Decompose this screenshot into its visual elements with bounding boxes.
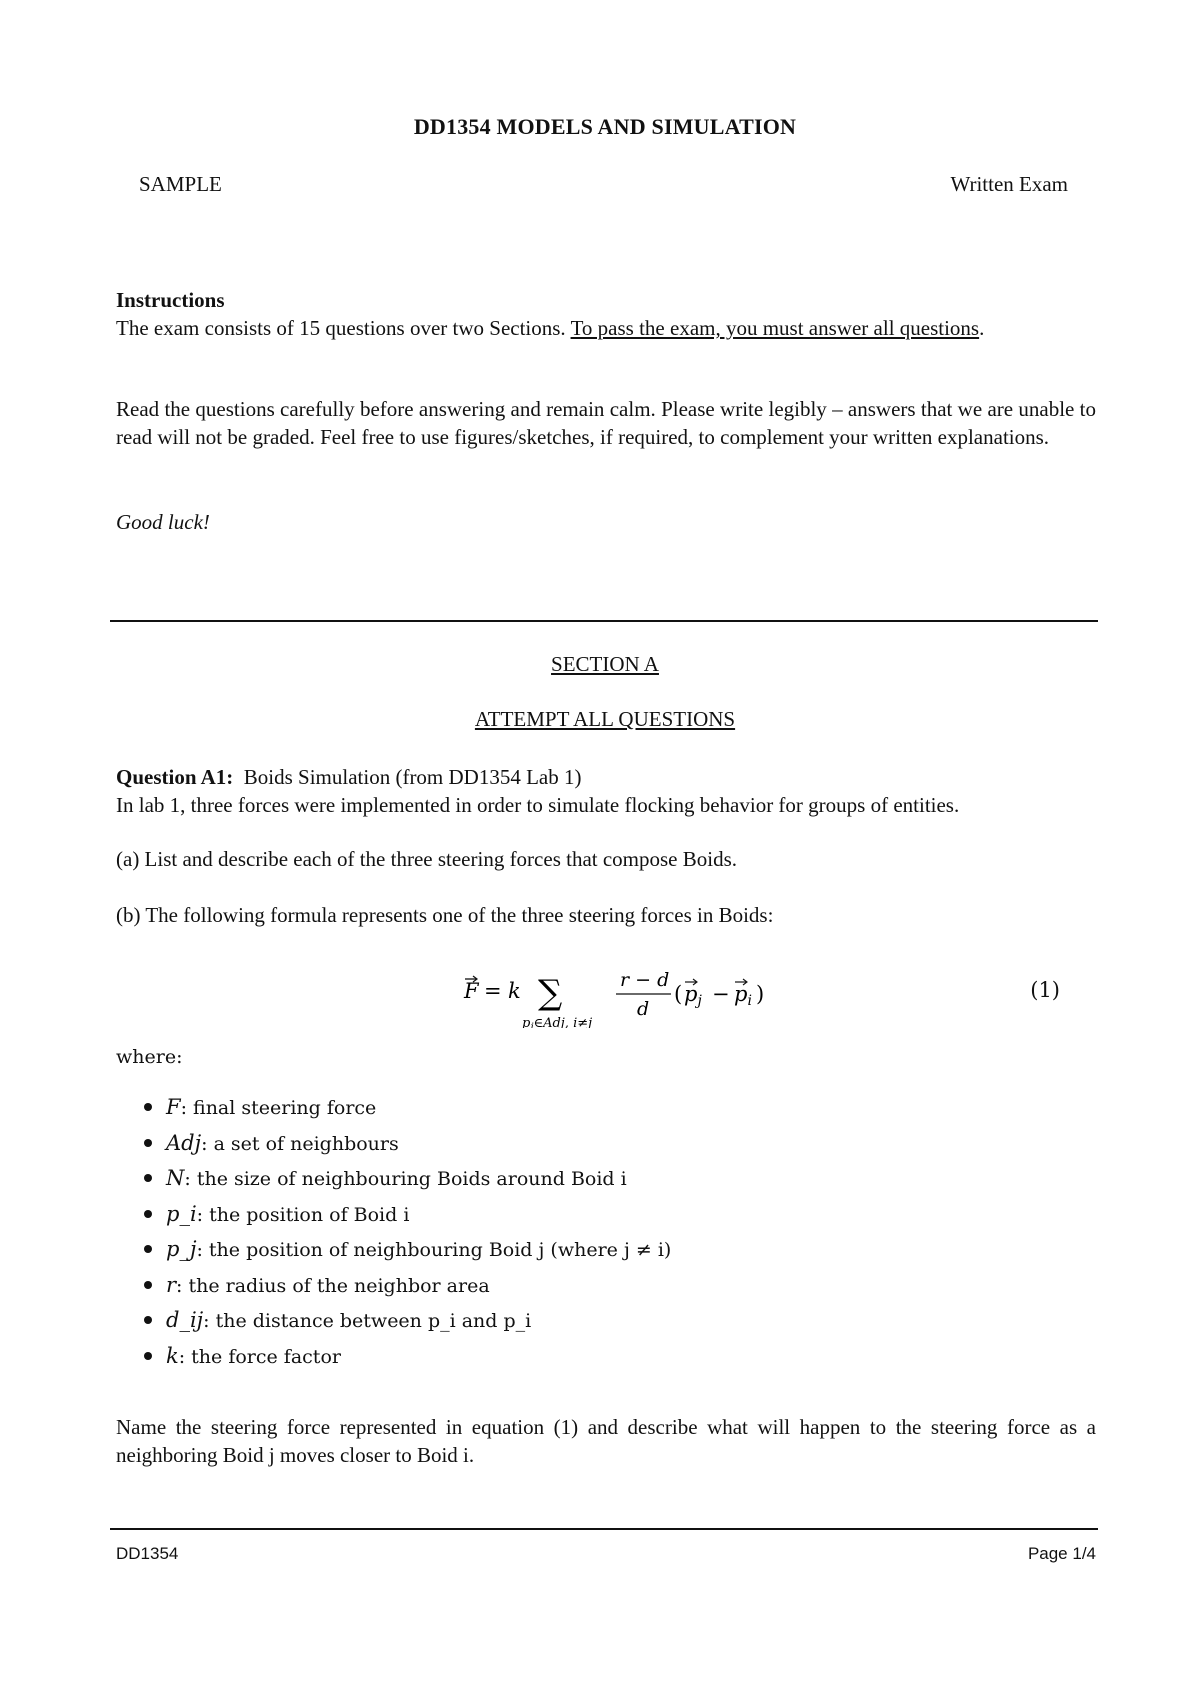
instructions-p1-end: .	[979, 316, 985, 340]
definition-text: : a set of neighbours	[201, 1132, 399, 1155]
list-item	[144, 1268, 671, 1304]
equation-number: (1)	[1030, 978, 1060, 1002]
svg-text:pj∈Adj, i≠j: $p_j\in Adj$, i≠j	[522, 1016, 593, 1028]
section-subtitle: ATTEMPT ALL QUESTIONS	[474, 707, 736, 731]
definition-text: : the position of Boid i	[196, 1203, 410, 1226]
list-item	[144, 1197, 671, 1233]
svg-text:pi: pi	[734, 982, 752, 1009]
definition-text: : the force factor	[178, 1345, 341, 1368]
instructions-paragraph-1	[116, 314, 1096, 342]
definition-text: : the size of neighbouring Boids around Boid i	[184, 1168, 627, 1190]
svg-text:−: −	[712, 982, 730, 1006]
question-intro: In lab 1, three forces were implemented in order to simulate flocking behavior for groups of entities.	[116, 793, 960, 817]
bullet-icon	[144, 1281, 152, 1289]
svg-text:(: (	[674, 982, 683, 1006]
svg-text:d: d	[637, 998, 650, 1020]
definition-symbol: k	[166, 1343, 179, 1368]
list-item	[144, 1232, 671, 1268]
definitions-list	[144, 1090, 671, 1374]
bullet-icon	[144, 1174, 152, 1182]
bullet-icon	[144, 1316, 152, 1324]
svg-text:∑: ∑	[538, 973, 563, 1013]
question-topic: Boids Simulation (from DD1354 Lab 1)	[243, 765, 582, 789]
instructions-p1-underlined: To pass the exam, you must answer all questions	[570, 316, 980, 340]
footer-divider	[110, 1528, 1098, 1530]
question-part-a: (a) List and describe each of the three steering forces that compose Boids.	[116, 847, 738, 871]
definition-symbol: d_ij	[166, 1308, 204, 1332]
question-label: Question A1:	[116, 765, 234, 789]
list-item	[144, 1126, 671, 1162]
exam-type-label: Written Exam	[950, 172, 1068, 196]
definition-symbol: Adj	[166, 1130, 202, 1155]
definition-text: : the distance between p_i and p_i	[203, 1310, 532, 1332]
svg-text:=: =	[484, 979, 502, 1003]
section-title: SECTION A	[551, 652, 659, 676]
bullet-icon	[144, 1210, 152, 1218]
definition-symbol: p_j	[166, 1237, 197, 1261]
question-a1-header	[116, 763, 1096, 791]
bullet-icon	[144, 1103, 152, 1111]
list-item	[144, 1090, 671, 1126]
equation-1	[462, 968, 782, 1028]
footer-course-code: DD1354	[116, 1544, 179, 1563]
instructions-paragraph-2: Read the questions carefully before answering and remain calm. Please write legibly – answers that we are unable to read will not be graded. Feel free to use figures/sketches, if required, to complement your written explanations.	[116, 397, 1096, 449]
equation-svg	[462, 968, 782, 1028]
definition-symbol: F	[166, 1095, 181, 1119]
definition-symbol: N	[166, 1166, 185, 1190]
bullet-icon	[144, 1352, 152, 1360]
definition-text: : the position of neighbouring Boid j (where j ≠ i)	[196, 1239, 672, 1261]
svg-text:): )	[756, 982, 765, 1006]
list-item	[144, 1161, 671, 1197]
svg-text:F: F	[464, 979, 479, 1003]
definition-symbol: p_i	[166, 1201, 197, 1226]
definition-text: : the radius of the neighbor area	[176, 1274, 490, 1297]
exam-title: DD1354 MODELS AND SIMULATION	[413, 114, 797, 139]
instructions-heading: Instructions	[116, 288, 225, 312]
footer-page-number: Page 1/4	[1027, 1544, 1096, 1563]
where-label: where:	[116, 1046, 183, 1068]
definition-symbol: r	[166, 1272, 177, 1297]
bullet-icon	[144, 1139, 152, 1147]
list-item	[144, 1303, 671, 1339]
section-divider-top	[110, 620, 1098, 622]
instructions-p1-text: The exam consists of 15 questions over two Sections.	[116, 316, 571, 340]
bullet-icon	[144, 1245, 152, 1253]
sample-label: SAMPLE	[139, 172, 222, 196]
svg-text:k: k	[508, 979, 521, 1003]
definition-text: : final steering force	[180, 1097, 377, 1119]
question-closing-prompt: Name the steering force represented in equation (1) and describe what will happen to the steering force as a neighboring Boid j moves closer to Boid i.	[116, 1415, 1096, 1467]
svg-text:pj: pj	[684, 982, 702, 1009]
svg-text:r − d: r − d	[620, 969, 670, 991]
question-part-b: (b) The following formula represents one of the three steering forces in Boids:	[116, 903, 774, 927]
list-item	[144, 1339, 671, 1375]
good-luck-text: Good luck!	[116, 510, 210, 534]
